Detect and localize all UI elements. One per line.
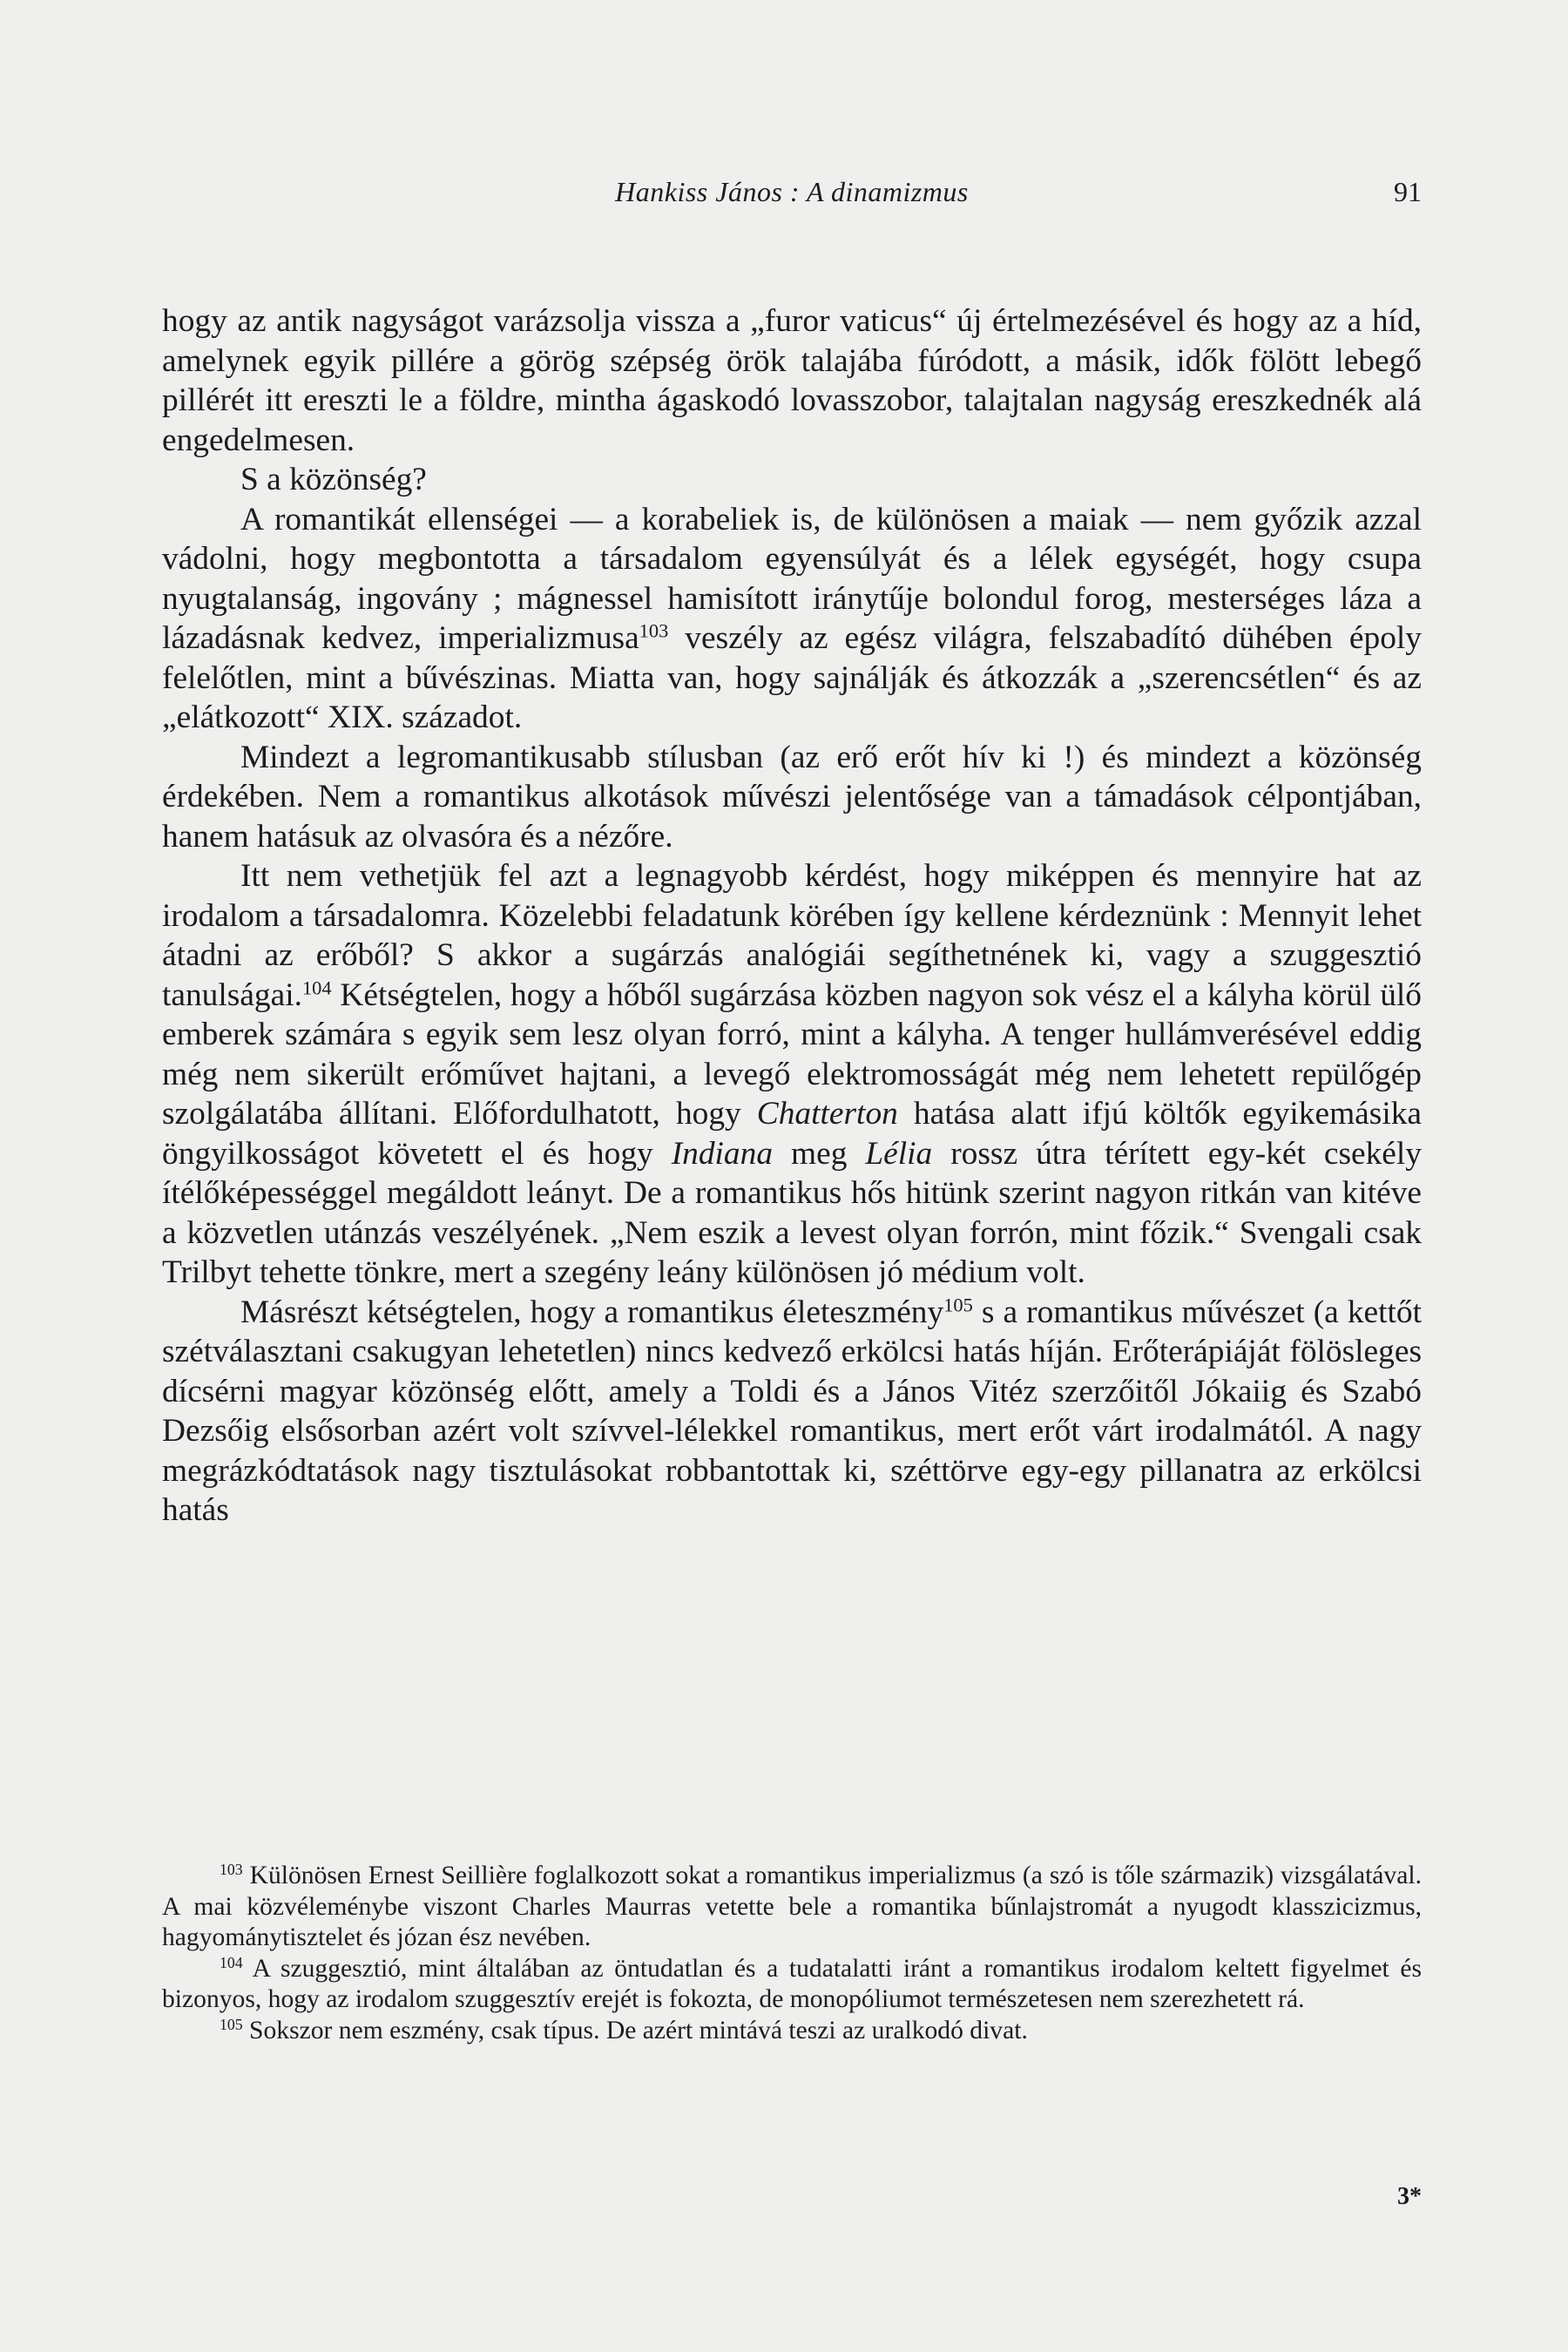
- paragraph-5-text-b: Kétségtelen, hogy a hőből sugárzása közben nagyon sok vész el a kályha körül ülő emberek számára s egyik sem lesz olyan forró, mint a kályha. A tenger hullámverésével eddig még nem sikerült erőművet hajtani, a levegő elektromosságát még nem lehetett repülőgép szolgálatába állítani. Előfordulhatott, hogy: [162, 977, 1422, 1132]
- paragraph-2: S a közönség?: [240, 462, 427, 497]
- running-head: [162, 176, 1422, 216]
- paragraph-5: [162, 856, 1422, 1293]
- running-title: Hankiss János : A dinamizmus: [615, 176, 969, 207]
- footnote-number: 103: [220, 1861, 243, 1879]
- paragraph-4: Mindezt a legromantikusabb stílusban (az erő erőt hív ki !) és mindezt a közönség érdekében. Nem a romantikus alkotások művészi jelentősége van a támadások célpontjában, hanem hatásuk az olvasóra és a nézőre.: [162, 739, 1422, 855]
- body-text: [162, 301, 1422, 1531]
- paragraph-6-text-b: s a romantikus művészet (a kettőt szétválasztani csakugyan lehetetlen) nincs kedvező erkölcsi hatás híján. Erőterápiáját fölösleges dícsérni magyar közönség előtt, amely a Toldi és a János Vitéz szerzőitől Jókaiig és Szabó Dezsőig elsősorban azért volt szívvel-lélekkel romantikus, mert erőt várt irodalmától. A nagy megrázkódtatások nagy tisztulásokat robbantottak ki, széttörve egy-egy pillanatra az erkölcsi hatás: [162, 1294, 1422, 1528]
- footnote-ref-103[interactable]: 103: [639, 619, 669, 642]
- paragraph-5-text-e: rossz útra térített egy-két csekély ítélőképességgel megáldott leányt. De a romantikus hős hitünk szerint nagyon ritkán van kitéve a közvetlen utánzás veszélyének. „Nem eszik a levest olyan forrón, mint főzik.“ Svengali csak Trilbyt tehette tönkre, mert a szegény leány különösen jó médium volt.: [162, 1135, 1422, 1290]
- footnote-text: A szuggesztió, mint általában az öntudatlan és a tudatalatti iránt a romantikus irodalom keltett figyelmet és bizonyos, hogy az irodalom szuggesztív erejét is fokozta, de monopóliumot természetesen nem szerezhetett rá.: [162, 1954, 1422, 2013]
- paragraph-5-text-d: meg: [773, 1135, 866, 1172]
- title-lelia: Lélia: [865, 1135, 933, 1172]
- paragraph-3-text-a: A romantikát ellenségei — a korabeliek is, de különösen a maiak — nem győzik azzal vádolni, hogy megbontotta a társadalom egyensúlyát és a lélek egységét, hogy csupa nyugtalanság, ingovány ; mágnessel hamisított iránytűje bolondul forog, mesterséges láza a lázadásnak kedvez, imperializmusa: [162, 501, 1422, 656]
- title-indiana: Indiana: [671, 1135, 774, 1172]
- footnote-105: [162, 2016, 1422, 2047]
- footnote-number: 104: [220, 1953, 243, 1971]
- paragraph-6-text-a: Másrészt kétségtelen, hogy a romantikus életeszmény: [240, 1294, 944, 1330]
- footnote-104: [162, 1954, 1422, 2016]
- footnote-text: Sokszor nem eszmény, csak típus. De azért mintává teszi az uralkodó divat.: [242, 2016, 1028, 2044]
- footnote-ref-105[interactable]: 105: [943, 1294, 973, 1316]
- footnote-text: Különösen Ernest Seillière foglalkozott sokat a romantikus imperializmus (a szó is tőle származik) vizsgálatával. A mai közvéleménybe viszont Charles Maurras vetette bele a romantika bűnlajstromát a nyugodt klasszicizmus, hagyománytisztelet és józan ész nevében.: [162, 1862, 1422, 1951]
- paragraph-5-text-c: hatása alatt ifjú költők egyikemásika öngyilkosságot követett el és hogy: [162, 1096, 1422, 1172]
- footnote-number: 105: [220, 2015, 243, 2033]
- paragraph-5-text-a: Itt nem vethetjük fel azt a legnagyobb kérdést, hogy miképpen és mennyire hat az irodalom a társadalomra. Közelebbi feladatunk körében így kellene kérdeznünk : Mennyit lehet átadni az erőből? S akkor a sugárzás analógiái segíthetnének ki, vagy a szuggesztió tanulságai.: [162, 858, 1422, 1013]
- paragraph-3: [162, 500, 1422, 738]
- footnote-103: [162, 1861, 1422, 1954]
- paragraph-6: [162, 1293, 1422, 1531]
- paragraph-1: hogy az antik nagyságot varázsolja vissza a „furor vaticus“ új értelmezésével és hogy az a híd, amelynek egyik pillére a görög szépség örök talajába fúródott, a másik, idők fölött lebegő pillérét itt ereszti le a földre, mintha ágaskodó lovasszobor, talajtalan nagyság ereszkednék alá engedelmesen.: [162, 303, 1422, 458]
- page-number: 91: [1394, 176, 1422, 207]
- footnote-ref-104[interactable]: 104: [301, 977, 332, 999]
- paragraph-3-text-b: veszély az egész világra, felszabadító dühében époly felelőtlen, mint a bűvészinas. Miatta van, hogy sajnálják és átkozzák a „szerencsétlen“ és az „elátkozott“ XIX. századot.: [162, 620, 1422, 735]
- printer-signature-mark: 3*: [1397, 2183, 1422, 2210]
- title-chatterton: Chatterton: [756, 1096, 898, 1132]
- footnotes: [162, 1861, 1422, 2046]
